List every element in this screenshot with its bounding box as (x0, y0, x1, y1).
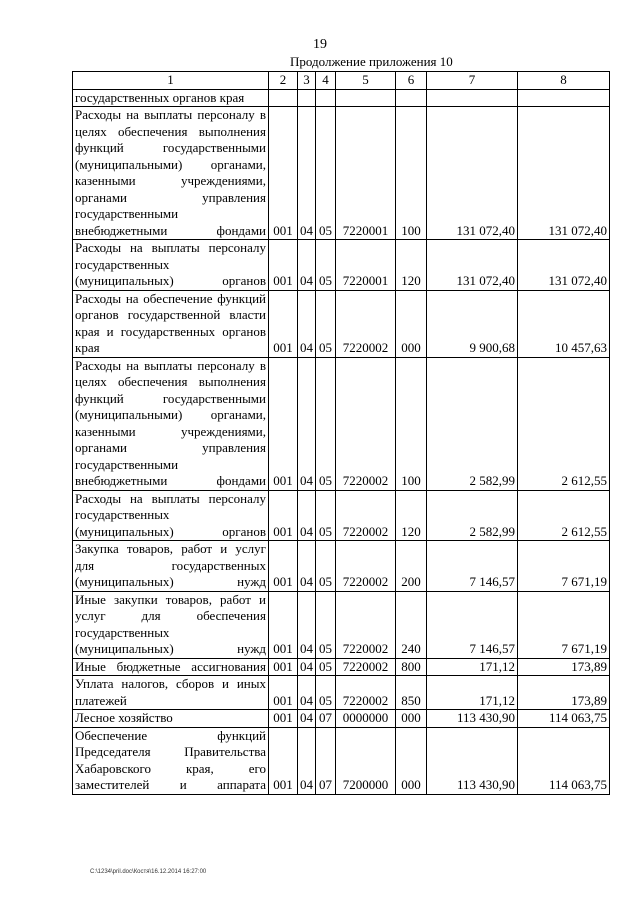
table-row (73, 357, 610, 490)
cell-code-section (298, 89, 316, 107)
cell-code-ministry: 001 (269, 290, 298, 357)
cell-code-expense-type: 000 (396, 290, 427, 357)
cell-code-section: 04 (298, 107, 316, 240)
cell-amount-year-1: 171,12 (427, 676, 518, 710)
column-header-6: 6 (396, 72, 427, 90)
appendix-continuation-title: Продолжение приложения 10 (290, 54, 453, 69)
cell-code-target: 0000000 (336, 710, 396, 728)
cell-code-target: 7220002 (336, 658, 396, 676)
cell-code-ministry: 001 (269, 727, 298, 794)
cell-code-ministry: 001 (269, 357, 298, 490)
cell-code-ministry: 001 (269, 676, 298, 710)
cell-code-subsection: 05 (316, 591, 336, 658)
cell-code-subsection (316, 89, 336, 107)
cell-description: Расходы на обеспечение функций органов государственной власти края и государственных органов края (73, 290, 269, 357)
table-row (73, 89, 610, 107)
cell-code-subsection: 07 (316, 710, 336, 728)
cell-code-section: 04 (298, 658, 316, 676)
cell-code-section: 04 (298, 710, 316, 728)
cell-code-expense-type: 000 (396, 710, 427, 728)
cell-amount-year-2: 173,89 (518, 676, 610, 710)
cell-code-section: 04 (298, 290, 316, 357)
cell-code-target: 7220002 (336, 591, 396, 658)
cell-description: Иные закупки товаров, работ и услуг для обеспечения государственных (муниципальных) нужд (73, 591, 269, 658)
cell-amount-year-2: 10 457,63 (518, 290, 610, 357)
cell-description: Расходы на выплаты персоналу в целях обеспечения выполнения функций государственными (муниципальными) органами, казенными учреждениями, органами управления государственными внебюджетными фондами (73, 357, 269, 490)
cell-amount-year-1: 131 072,40 (427, 107, 518, 240)
table-row (73, 290, 610, 357)
cell-description: Уплата налогов, сборов и иных платежей (73, 676, 269, 710)
cell-code-subsection: 05 (316, 541, 336, 592)
cell-amount-year-2: 131 072,40 (518, 240, 610, 291)
cell-code-target: 7220002 (336, 490, 396, 541)
cell-code-expense-type: 120 (396, 490, 427, 541)
cell-amount-year-1 (427, 89, 518, 107)
column-header-7: 7 (427, 72, 518, 90)
cell-code-expense-type: 000 (396, 727, 427, 794)
cell-code-section: 04 (298, 490, 316, 541)
cell-description: государственных органов края (73, 89, 269, 107)
cell-code-target: 7220001 (336, 107, 396, 240)
cell-amount-year-2: 114 063,75 (518, 710, 610, 728)
column-header-1: 1 (73, 72, 269, 90)
cell-description: Расходы на выплаты персоналу государственных (муниципальных) органов (73, 240, 269, 291)
cell-amount-year-2: 131 072,40 (518, 107, 610, 240)
cell-code-expense-type: 850 (396, 676, 427, 710)
cell-amount-year-2: 7 671,19 (518, 591, 610, 658)
table-row (73, 490, 610, 541)
cell-code-target (336, 89, 396, 107)
cell-amount-year-2: 2 612,55 (518, 357, 610, 490)
table-row (73, 107, 610, 240)
cell-code-ministry (269, 89, 298, 107)
cell-code-target: 7220002 (336, 290, 396, 357)
cell-description: Закупка товаров, работ и услуг для государственных (муниципальных) нужд (73, 541, 269, 592)
cell-description: Расходы на выплаты персоналу в целях обеспечения выполнения функций государственными (муниципальными) органами, казенными учреждениями, органами управления государственными внебюджетными фондами (73, 107, 269, 240)
cell-code-section: 04 (298, 357, 316, 490)
cell-code-section: 04 (298, 240, 316, 291)
column-header-5: 5 (336, 72, 396, 90)
cell-amount-year-2: 114 063,75 (518, 727, 610, 794)
cell-code-expense-type: 120 (396, 240, 427, 291)
cell-code-expense-type: 240 (396, 591, 427, 658)
cell-code-subsection: 05 (316, 676, 336, 710)
cell-code-expense-type: 800 (396, 658, 427, 676)
cell-code-ministry: 001 (269, 490, 298, 541)
cell-amount-year-1: 7 146,57 (427, 591, 518, 658)
cell-code-target: 7220002 (336, 676, 396, 710)
cell-amount-year-2: 7 671,19 (518, 541, 610, 592)
cell-code-subsection: 05 (316, 107, 336, 240)
cell-code-expense-type (396, 89, 427, 107)
cell-code-target: 7200000 (336, 727, 396, 794)
file-path-footer: C:\1234\pril.doc\Костя\16.12.2014 16:27:00 (90, 869, 207, 875)
table-row (73, 541, 610, 592)
cell-description: Обеспечение функций Председателя Правительства Хабаровского края, его заместителей и аппарата (73, 727, 269, 794)
cell-code-ministry: 001 (269, 591, 298, 658)
table-row (73, 676, 610, 710)
cell-code-subsection: 05 (316, 490, 336, 541)
table-row (73, 727, 610, 794)
table-row (73, 658, 610, 676)
budget-table-body (73, 72, 610, 795)
budget-table (72, 71, 610, 795)
cell-code-section: 04 (298, 541, 316, 592)
cell-code-ministry: 001 (269, 710, 298, 728)
table-row (73, 240, 610, 291)
cell-amount-year-1: 9 900,68 (427, 290, 518, 357)
cell-code-subsection: 05 (316, 290, 336, 357)
cell-amount-year-1: 113 430,90 (427, 710, 518, 728)
page-number: 19 (313, 37, 327, 52)
cell-code-subsection: 07 (316, 727, 336, 794)
column-header-8: 8 (518, 72, 610, 90)
column-header-2: 2 (269, 72, 298, 90)
table-header-row (73, 72, 610, 90)
cell-code-section: 04 (298, 676, 316, 710)
cell-code-ministry: 001 (269, 541, 298, 592)
column-header-4: 4 (316, 72, 336, 90)
column-header-3: 3 (298, 72, 316, 90)
cell-description: Расходы на выплаты персоналу государственных (муниципальных) органов (73, 490, 269, 541)
table-row (73, 710, 610, 728)
cell-code-subsection: 05 (316, 658, 336, 676)
cell-code-target: 7220002 (336, 541, 396, 592)
cell-amount-year-1: 113 430,90 (427, 727, 518, 794)
cell-code-section: 04 (298, 591, 316, 658)
cell-code-target: 7220002 (336, 357, 396, 490)
cell-amount-year-1: 171,12 (427, 658, 518, 676)
cell-amount-year-1: 131 072,40 (427, 240, 518, 291)
cell-description: Лесное хозяйство (73, 710, 269, 728)
cell-code-subsection: 05 (316, 357, 336, 490)
cell-description: Иные бюджетные ассигнования (73, 658, 269, 676)
cell-amount-year-2: 173,89 (518, 658, 610, 676)
cell-amount-year-1: 2 582,99 (427, 490, 518, 541)
cell-code-ministry: 001 (269, 240, 298, 291)
cell-amount-year-1: 7 146,57 (427, 541, 518, 592)
table-row (73, 591, 610, 658)
cell-code-ministry: 001 (269, 658, 298, 676)
cell-code-subsection: 05 (316, 240, 336, 291)
cell-amount-year-2 (518, 89, 610, 107)
cell-amount-year-2: 2 612,55 (518, 490, 610, 541)
cell-code-target: 7220001 (336, 240, 396, 291)
cell-code-ministry: 001 (269, 107, 298, 240)
cell-amount-year-1: 2 582,99 (427, 357, 518, 490)
cell-code-expense-type: 100 (396, 107, 427, 240)
cell-code-expense-type: 100 (396, 357, 427, 490)
cell-code-section: 04 (298, 727, 316, 794)
cell-code-expense-type: 200 (396, 541, 427, 592)
